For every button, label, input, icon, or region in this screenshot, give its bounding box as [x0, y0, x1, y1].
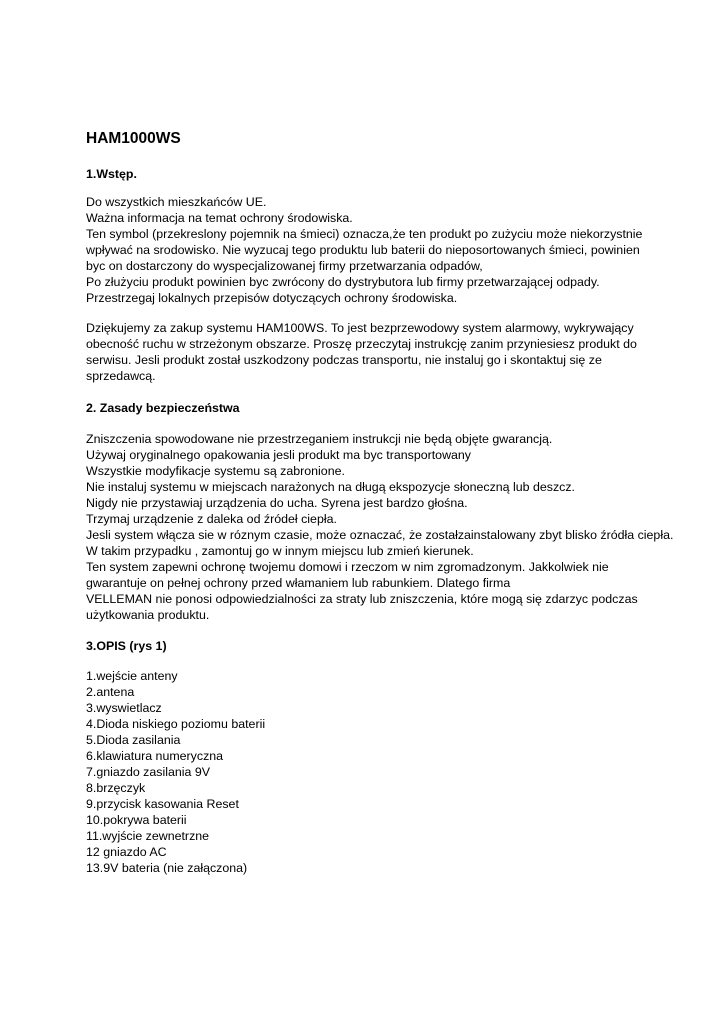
paragraph-line: Zniszczenia spowodowane nie przestrzeganiem instrukcji nie będą objęte gwarancją.: [86, 432, 553, 446]
list-item: 2.antena: [86, 685, 135, 699]
paragraph-line: Ważna informacja na temat ochrony środowiska.: [86, 211, 353, 225]
list-item: 12 gniazdo AC: [86, 845, 167, 859]
paragraph-line: Przestrzegaj lokalnych przepisów dotyczących ochrony środowiska.: [86, 291, 458, 305]
list-item: 13.9V bateria (nie załączona): [86, 861, 248, 875]
list-item: 8.brzęczyk: [86, 781, 146, 795]
section-2-heading: 2. Zasady bezpieczeństwa: [86, 401, 240, 415]
paragraph-line: Po złużyciu produkt powinien byc zwrócony do dystrybutora lub firmy przetwarzającej odpady.: [86, 275, 600, 289]
paragraph-line: Ten symbol (przekreslony pojemnik na śmieci) oznacza,że ten produkt po zużyciu może niekorzystnie: [86, 227, 643, 241]
paragraph-line: byc on dostarczony do wyspecjalizowanej firmy przetwarzania odpadów,: [86, 259, 483, 273]
list-item: 4.Dioda niskiego poziomu baterii: [86, 717, 266, 731]
list-item: 7.gniazdo zasilania 9V: [86, 765, 210, 779]
list-item: 11.wyjście zewnetrzne: [86, 829, 210, 843]
list-item: 3.wyswietlacz: [86, 701, 162, 715]
paragraph-line: użytkowania produktu.: [86, 608, 210, 622]
parts-list: [86, 668, 686, 876]
paragraph-line: Ten system zapewni ochronę twojemu domowi i rzeczom w nim zgromadzonym. Jakkolwiek nie: [86, 560, 609, 574]
paragraph-line: obecność ruchu w strzeżonym obszarze. Proszę przeczytaj instrukcję zanim przyniesiesz produkt do: [86, 337, 637, 351]
paragraph-line: Trzymaj urządzenie z daleka od źródeł ciepła.: [86, 512, 337, 526]
list-item: 9.przycisk kasowania Reset: [86, 797, 239, 811]
list-item: 6.klawiatura numeryczna: [86, 749, 224, 763]
paragraph-line: sprzedawcą.: [86, 369, 156, 383]
list-item: 5.Dioda zasilania: [86, 733, 181, 747]
paragraph-line: Nie instaluj systemu w miejscach narażonych na długą ekspozycje słoneczną lub deszcz.: [86, 480, 575, 494]
intro-paragraph: [86, 194, 686, 306]
paragraph-line: serwisu. Jesli produkt został uszkodzony podczas transportu, nie instaluj go i skontaktuj się ze: [86, 353, 602, 367]
paragraph-line: Używaj oryginalnego opakowania jesli produkt ma byc transportowany: [86, 448, 471, 462]
paragraph-line: wpływać na srodowisko. Nie wyzucaj tego produktu lub baterii do nieposortowanych śmieci, powinien: [86, 243, 640, 257]
paragraph-line: Do wszystkich mieszkańców UE.: [86, 195, 267, 209]
paragraph-line: gwarantuje on pełnej ochrony przed włamaniem lub rabunkiem. Dlatego firma: [86, 576, 511, 590]
paragraph-line: VELLEMAN nie ponosi odpowiedzialności za straty lub zniszczenia, które mogą się zdarzyc podczas: [86, 592, 638, 606]
section-1-heading: 1.Wstęp.: [86, 167, 137, 181]
paragraph-line: Wszystkie modyfikacje systemu są zabronione.: [86, 464, 345, 478]
paragraph-line: Dziękujemy za zakup systemu HAM100WS. To jest bezprzewodowy system alarmowy, wykrywający: [86, 321, 634, 335]
paragraph-line: W takim przypadku , zamontuj go w innym miejscu lub zmień kierunek.: [86, 544, 474, 558]
paragraph-line: Nigdy nie przystawiaj urządzenia do ucha. Syrena jest bardzo głośna.: [86, 496, 468, 510]
document-title: HAM1000WS: [86, 130, 181, 147]
section-3-heading: 3.OPIS (rys 1): [86, 639, 167, 653]
safety-paragraph: [86, 431, 686, 623]
thanks-paragraph: [86, 320, 686, 384]
list-item: 1.wejście anteny: [86, 669, 178, 683]
paragraph-line: Jesli system włącza sie w róznym czasie, może oznaczać, że zostałzainstalowany zbyt blisko źródła ciepła.: [86, 528, 674, 542]
list-item: 10.pokrywa baterii: [86, 813, 187, 827]
